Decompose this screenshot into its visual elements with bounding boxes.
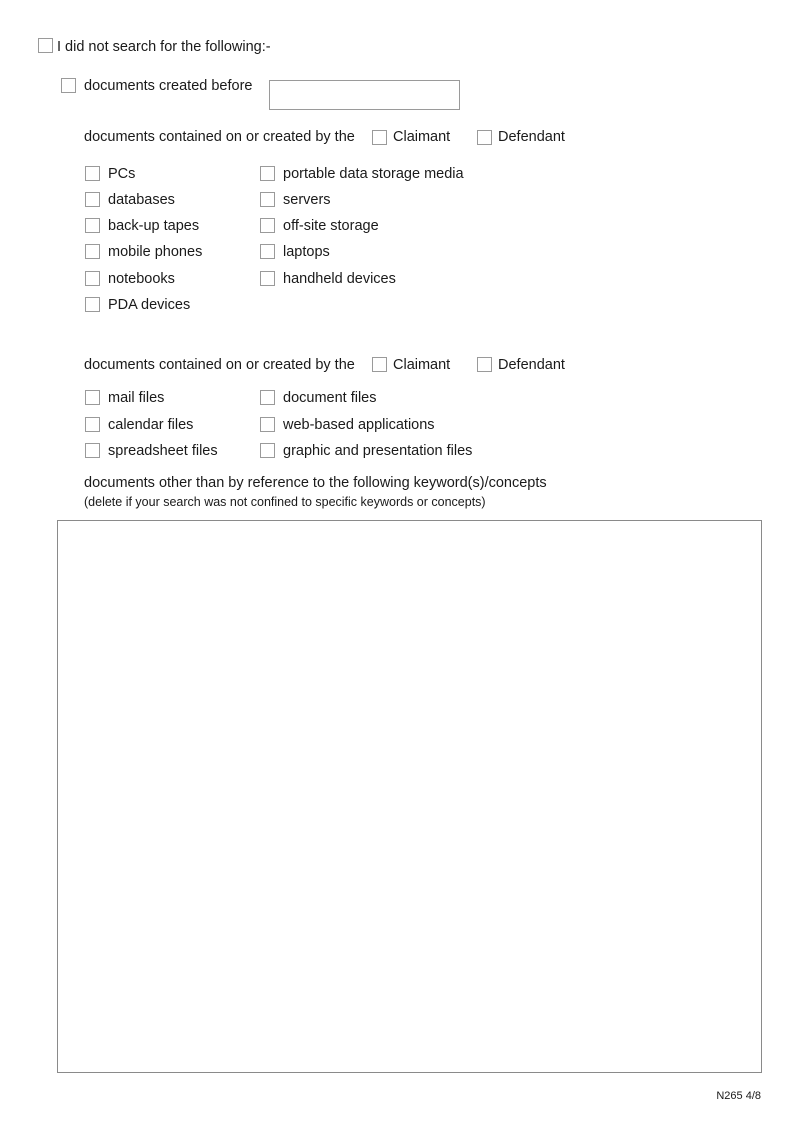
- pda-devices-label: PDA devices: [108, 297, 191, 313]
- mail-files-label: mail files: [108, 390, 165, 406]
- back-up-tapes-checkbox[interactable]: [85, 218, 100, 233]
- notebooks-checkbox[interactable]: [85, 271, 100, 286]
- servers-checkbox[interactable]: [260, 192, 275, 207]
- files-defendant-label: Defendant: [498, 357, 565, 373]
- form-reference: N265 4/8: [716, 1090, 761, 1102]
- pcs-checkbox[interactable]: [85, 166, 100, 181]
- devices-claimant-checkbox[interactable]: [372, 130, 387, 145]
- handheld-devices-label: handheld devices: [283, 271, 396, 287]
- calendar-files-checkbox[interactable]: [85, 417, 100, 432]
- files-claimant-checkbox[interactable]: [372, 357, 387, 372]
- mobile-phones-checkbox[interactable]: [85, 244, 100, 259]
- did-not-search-label: I did not search for the following:-: [57, 39, 271, 55]
- databases-checkbox[interactable]: [85, 192, 100, 207]
- files-claimant-label: Claimant: [393, 357, 451, 373]
- back-up-tapes-label: back-up tapes: [108, 218, 200, 234]
- notebooks-label: notebooks: [108, 271, 175, 287]
- devices-defendant-label: Defendant: [498, 129, 565, 145]
- mobile-phones-label: mobile phones: [108, 244, 203, 260]
- pda-devices-checkbox[interactable]: [85, 297, 100, 312]
- keywords-label: documents other than by reference to the following keyword(s)/concepts: [84, 475, 547, 491]
- databases-label: databases: [108, 192, 175, 208]
- laptops-label: laptops: [283, 244, 330, 260]
- pcs-label: PCs: [108, 166, 136, 182]
- servers-label: servers: [283, 192, 331, 208]
- devices-defendant-checkbox[interactable]: [477, 130, 492, 145]
- off-site-storage-checkbox[interactable]: [260, 218, 275, 233]
- portable-storage-checkbox[interactable]: [260, 166, 275, 181]
- graphic-presentation-files-label: graphic and presentation files: [283, 443, 473, 459]
- handheld-devices-checkbox[interactable]: [260, 271, 275, 286]
- web-based-applications-checkbox[interactable]: [260, 417, 275, 432]
- portable-storage-label: portable data storage media: [283, 166, 464, 182]
- files-defendant-checkbox[interactable]: [477, 357, 492, 372]
- spreadsheet-files-label: spreadsheet files: [108, 443, 218, 459]
- keywords-note: (delete if your search was not confined to specific keywords or concepts): [84, 495, 486, 509]
- devices-claimant-label: Claimant: [393, 129, 451, 145]
- created-before-checkbox[interactable]: [61, 78, 76, 93]
- off-site-storage-label: off-site storage: [283, 218, 379, 234]
- laptops-checkbox[interactable]: [260, 244, 275, 259]
- did-not-search-checkbox[interactable]: [38, 38, 53, 53]
- mail-files-checkbox[interactable]: [85, 390, 100, 405]
- files-intro-label: documents contained on or created by the: [84, 357, 355, 373]
- document-files-checkbox[interactable]: [260, 390, 275, 405]
- calendar-files-label: calendar files: [108, 417, 194, 433]
- devices-intro-label: documents contained on or created by the: [84, 129, 355, 145]
- graphic-presentation-files-checkbox[interactable]: [260, 443, 275, 458]
- created-before-label: documents created before: [84, 78, 253, 94]
- web-based-applications-label: web-based applications: [283, 417, 435, 433]
- keywords-text-area[interactable]: [57, 520, 762, 1073]
- spreadsheet-files-checkbox[interactable]: [85, 443, 100, 458]
- created-before-date-field[interactable]: [269, 80, 460, 110]
- document-files-label: document files: [283, 390, 377, 406]
